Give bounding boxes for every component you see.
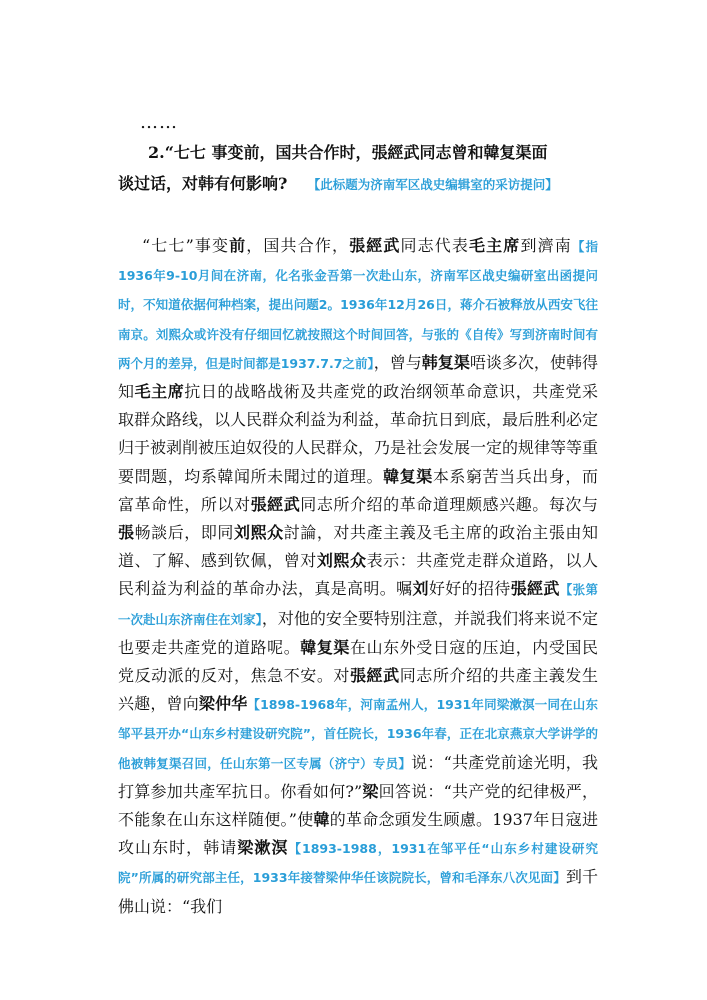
- answer-paragraph: [118, 232, 598, 921]
- text: ，对他的安全要特别注意，并説我们将来说不定也要走共產党的道路呢。: [118, 608, 598, 657]
- name-han-fuqu: 韓复渠: [383, 466, 433, 486]
- editor-note-question: 【此标题为济南军区战史编辑室的采访提问】: [307, 177, 558, 192]
- name-zhang-jingwu: 張經武: [250, 494, 301, 514]
- text: 的革命念頭发生顾慮。1937年日寇进攻山东时，韩请: [118, 810, 598, 858]
- text: 唔谈多次，使韩得知: [118, 352, 598, 402]
- text: 本系窮苦当兵出身，而富革命性，所以对: [118, 466, 598, 514]
- name-han: 韓: [313, 810, 330, 830]
- text: 同志所介绍的革命道理颇感兴趣。每次与: [300, 494, 598, 514]
- text: 抗日的战略战術及共產党的政治纲领革命意识，共產党采取群众路线，以人民群众利益为利益，革命抗日到底，最后胜利必定归于被剥削被压迫奴役的人民群众，乃是社会发展一定的规律等等重要問题，均系韓闻所未聞过的道理。: [118, 382, 599, 486]
- name-mao: 毛主席: [469, 236, 521, 255]
- text: 討論，对共產主義及毛主席的政治主張由知道、了解、感到钦佩，曾对: [118, 523, 598, 571]
- text: 到千佛山说：“我们: [118, 867, 598, 916]
- name-zhang: 張: [118, 523, 135, 543]
- editor-note-1: 【指1936年9-10月间在济南，化名张金吾第一次赴山东，济南军区战史编研室出函提问时，不知道依据何种档案，提出问题2。1936年12月26日，蒋介石被释放从西安飞往南京。刘熙众或许没有仔细回忆就按照这个时间回答，与张的《自传》写到济南时间有两个月的差异，但是时间都是1937.7.7之前】: [118, 239, 598, 371]
- name-liang-zhonghua: 梁仲华: [198, 694, 248, 714]
- text: 到濟南: [520, 236, 572, 255]
- name-zhang-jingwu: 張經武: [510, 579, 560, 599]
- name-han-fuqu: 韓复渠: [300, 637, 350, 657]
- name-mao: 毛主席: [134, 382, 185, 402]
- name-liang: 梁: [362, 781, 379, 801]
- editor-note-2: 【张第一次赴山东济南住在刘家】: [118, 582, 598, 627]
- question-line-1: 2.“七七 事变前，国共合作时，張經武同志曾和韓复渠面: [148, 143, 548, 162]
- text: 同志所介绍的共產主義发生兴趣，曾向: [118, 666, 598, 714]
- editor-note-3: 【1898-1968年，河南孟州人，1931年同梁漱溟一同在山东邹平县开办“山东乡村建设研究院”，首任院长，1936年春，正在北京燕京大学讲学的他被韩复渠召回，任山东第一区专属（济宁）专员】: [118, 697, 598, 771]
- name-zhang-jingwu: 張經武: [349, 666, 400, 686]
- text: 好好的招待: [428, 579, 511, 599]
- name-liang-shuming: 梁漱溟: [237, 838, 289, 858]
- editor-note-4: 【1893-1988，1931在邹平任“山东乡村建设研究院”所属的研究部主任，1933年接替梁仲华任该院院长，曾和毛泽东八次见面】: [118, 841, 598, 886]
- text-bold: 前: [229, 236, 247, 255]
- text: “七七”事变: [142, 236, 230, 255]
- text: ，曾与: [373, 352, 422, 372]
- text: 表示：共產党走群众道路，以人民利益为利益的革命办法，真是高明。嘱: [118, 551, 598, 599]
- name-liu: 刘: [412, 579, 429, 599]
- text: 回答说：“共产党的纪律极严，不能象在山东这样随便。”使: [118, 781, 598, 830]
- name-han-fuqu: 韩复渠: [421, 352, 470, 372]
- name-liu-xizhong: 刘熙众: [316, 551, 367, 571]
- question-line-2: [118, 173, 558, 196]
- text: 同志代表: [400, 236, 470, 255]
- text: 畅談后，即同: [134, 523, 234, 543]
- name-zhang-jingwu: 張經武: [349, 236, 401, 255]
- question-line-2-text: 谈过话，对韩有何影响?: [118, 174, 288, 193]
- text: ，国共合作，: [246, 236, 350, 255]
- name-liu-xizhong: 刘熙众: [234, 523, 284, 543]
- text: 说：“共產党前途光明，我打算参加共產军抗日。你看如何?”: [118, 752, 598, 801]
- ellipsis: ……: [140, 112, 178, 133]
- text: 在山东外受日寇的压迫，内受国民党反动派的反对，焦急不安。对: [118, 637, 598, 686]
